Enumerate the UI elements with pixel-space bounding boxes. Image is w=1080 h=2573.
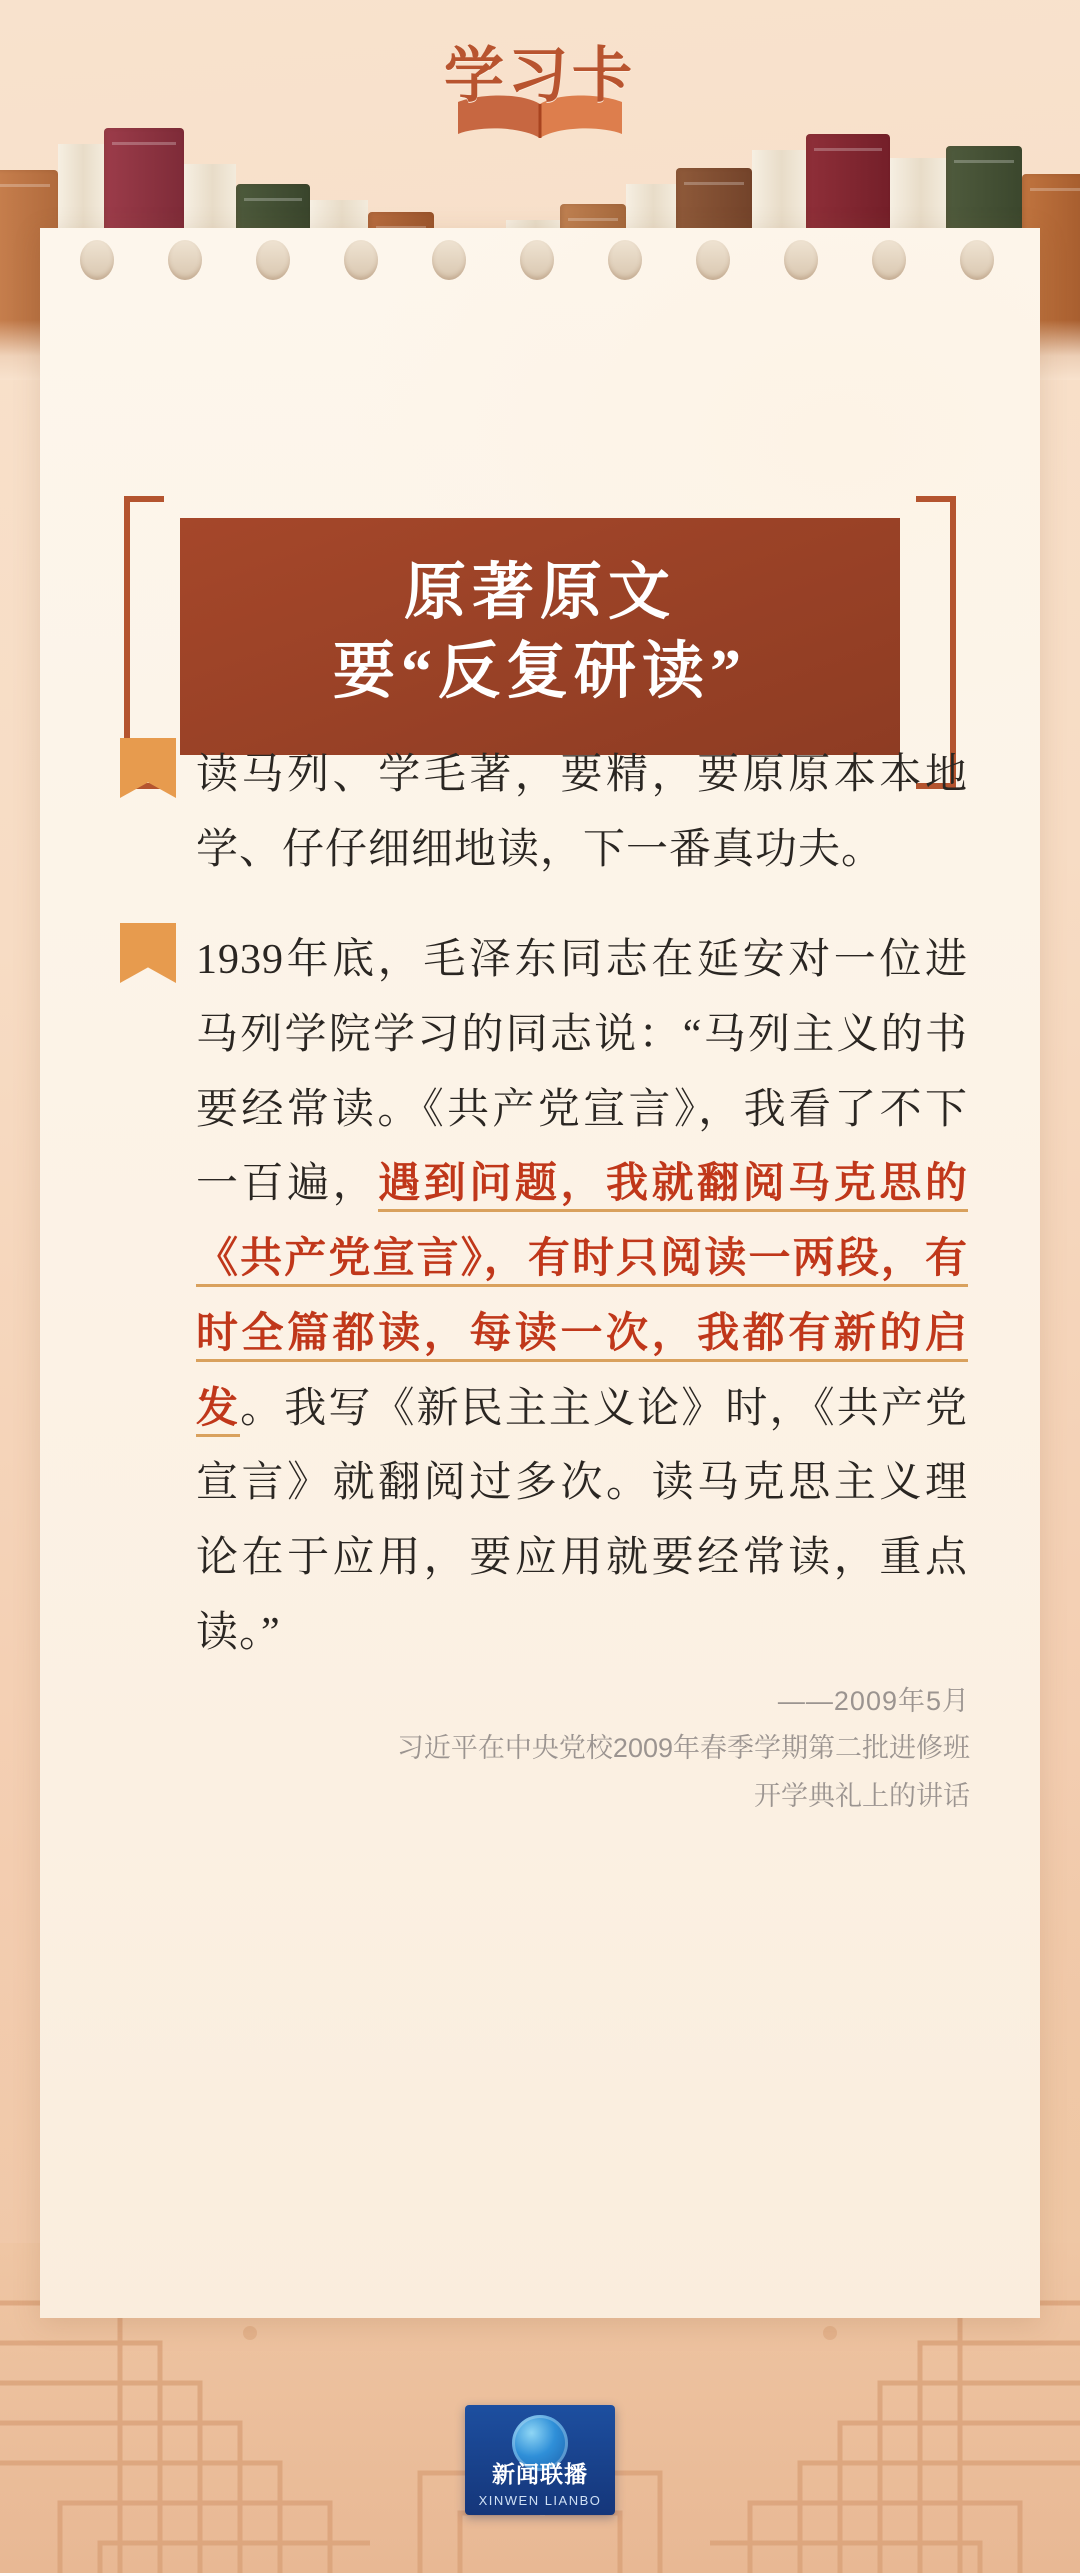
ring-hole bbox=[432, 240, 466, 280]
ring-hole bbox=[256, 240, 290, 280]
source-date: ——2009年5月 bbox=[777, 1686, 970, 1716]
quote-2-text bbox=[120, 923, 968, 1671]
title-plate bbox=[180, 518, 900, 755]
content-card bbox=[40, 228, 1040, 2318]
channel-badge bbox=[465, 2405, 615, 2515]
notebook-rings bbox=[40, 240, 1040, 282]
ring-hole bbox=[784, 240, 818, 280]
ring-hole bbox=[168, 240, 202, 280]
ring-hole bbox=[872, 240, 906, 280]
brand-logo-text: 学习卡 bbox=[444, 43, 636, 109]
ring-hole bbox=[696, 240, 730, 280]
quote-1-segment: 读马列、学毛著，要精，要原原本本地学、仔仔细细地读，下一番真功夫。 bbox=[196, 752, 968, 873]
ring-hole bbox=[960, 240, 994, 280]
channel-name-cn: 新闻联播 bbox=[492, 2461, 588, 2487]
source-detail-1: 习近平在中央党校2009年春季学期第二批进修班 bbox=[396, 1733, 970, 1764]
quote-1-text bbox=[120, 738, 968, 888]
ring-hole bbox=[520, 240, 554, 280]
ring-hole bbox=[344, 240, 378, 280]
ring-hole bbox=[608, 240, 642, 280]
ring-hole bbox=[80, 240, 114, 280]
page-title-line-1: 原著原文 bbox=[403, 559, 676, 627]
brand-logo bbox=[0, 28, 1080, 138]
quote-block-2 bbox=[120, 923, 968, 1671]
quote-2-segment-plain-2: 。我写《新民主主义论》时，《共产党宣言》就翻阅过多次。读马克思主义理论在于应用，要应用就要经常读，重点读。” bbox=[196, 1385, 968, 1656]
quote-2-segment-highlight: 遇到问题，我就翻阅马克思的《共产党宣言》，有时只阅读一两段，有时全篇都读，每读一次，我都有新的启发 bbox=[196, 1161, 968, 1436]
quote-block-1 bbox=[120, 738, 968, 888]
source-detail-2: 开学典礼上的讲话 bbox=[754, 1780, 970, 1811]
channel-name-en: XINWEN LIANBO bbox=[478, 2493, 602, 2508]
page-title-line-2: 要“反复研读” bbox=[332, 638, 747, 707]
title-section bbox=[40, 518, 1040, 755]
source-attribution bbox=[330, 1678, 970, 1820]
quote-2-segment-plain-1: 1939年底，毛泽东同志在延安对一位进马列学院学习的同志说：“马列主义的书要经常读。《共产党宣言》，我看了不下一百遍， bbox=[196, 937, 968, 1208]
